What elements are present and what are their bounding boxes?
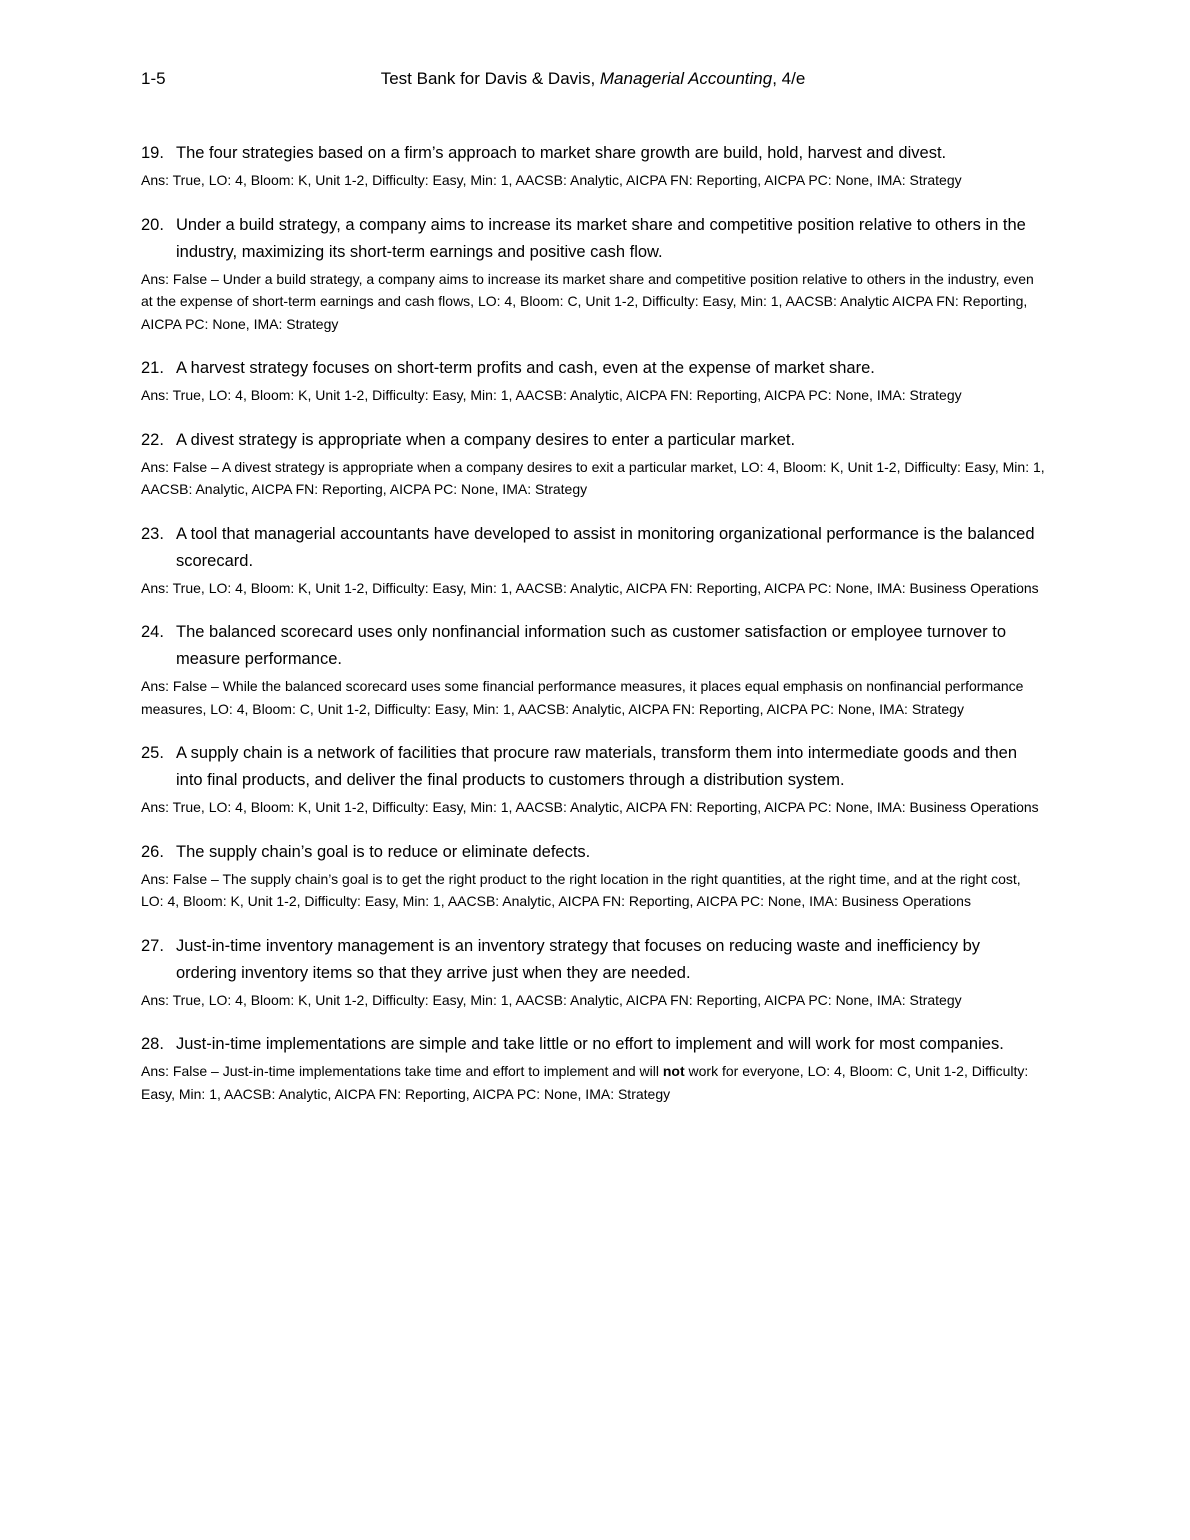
question-number: 20. (141, 215, 164, 234)
question-item (141, 1031, 1045, 1105)
question-text-row (141, 140, 1045, 167)
header-title-segment: , 4/e (772, 69, 806, 88)
question-text: The balanced scorecard uses only nonfinancial information such as customer satisfaction or employee turnover to measure performance. (176, 623, 1007, 668)
question-text: A divest strategy is appropriate when a company desires to enter a particular market. (176, 430, 796, 449)
answer-text (141, 384, 1045, 407)
answer-segment: work for everyone, LO: 4, Bloom: C, Unit 1-2, Difficulty: Easy, Min: 1, AACSB: Analytic, AICPA FN: Reporting, AICPA PC: None, IMA: Strategy (141, 1063, 1029, 1102)
question-text-row (141, 212, 1045, 266)
answer-text (141, 1060, 1045, 1105)
question-text: Under a build strategy, a company aims to increase its market share and competitive position relative to others in the industry, maximizing its short-term earnings and positive cash flow. (176, 215, 1026, 261)
question-number: 26. (141, 842, 164, 861)
answer-text (141, 268, 1045, 336)
question-text-row (141, 521, 1045, 575)
answer-segment-bold: not (662, 1063, 685, 1079)
answer-segment: Ans: True, LO: 4, Bloom: K, Unit 1-2, Difficulty: Easy, Min: 1, AACSB: Analytic, AICPA FN: Reporting, AICPA PC: None, IMA: Business Operations (141, 579, 1039, 596)
header-title-book-name: Managerial Accounting (599, 69, 773, 88)
question-number: 21. (141, 359, 164, 377)
question-number: 28. (141, 1035, 164, 1053)
question-item (141, 933, 1045, 1012)
question-number: 23. (141, 524, 164, 543)
answer-text (141, 675, 1045, 720)
question-number: 25. (141, 744, 164, 762)
question-list (141, 140, 1045, 1105)
question-item (141, 839, 1045, 913)
question-number: 27. (141, 936, 164, 955)
answer-text (141, 169, 1045, 192)
answer-segment: Ans: False – Just-in-time implementations take time and effort to implement and will (141, 1063, 663, 1079)
header-title-segment: Test Bank for Davis & Davis, (380, 69, 600, 88)
question-number: 22. (141, 430, 164, 449)
question-text: A supply chain is a network of facilities that procure raw materials, transform them into intermediate goods and then into final products, and deliver the final products to customers through a distribution system. (176, 744, 1018, 789)
question-text: A harvest strategy focuses on short-term profits and cash, even at the expense of market share. (176, 359, 875, 377)
question-number: 19. (141, 144, 164, 162)
question-item (141, 521, 1045, 600)
question-text-row (141, 1031, 1045, 1058)
question-text-row (141, 933, 1045, 987)
question-item (141, 740, 1045, 819)
question-item (141, 355, 1045, 407)
answer-text (141, 456, 1045, 501)
question-text: Just-in-time implementations are simple and take little or no effort to implement and will work for most companies. (176, 1035, 1004, 1053)
question-text-row (141, 740, 1045, 794)
question-text: A tool that managerial accountants have developed to assist in monitoring organizational performance is the balanced scorecard. (176, 524, 1035, 570)
question-item (141, 140, 1045, 192)
question-number: 24. (141, 623, 164, 641)
answer-segment: Ans: False – Under a build strategy, a company aims to increase its market share and competitive position relative to others in the industry, even at the expense of short-term earnings and cash flows, LO: 4, Bloom: C, Unit 1-2, Difficulty: Easy, Min: 1, AACSB: Analytic AICPA FN: Reporting, AICPA PC: None, IMA: Strategy (141, 270, 1034, 332)
question-text-row (141, 839, 1045, 866)
question-text-row (141, 355, 1045, 382)
answer-segment: Ans: False – The supply chain’s goal is to get the right product to the right location in the right quantities, at the right time, and at the right cost, LO: 4, Bloom: K, Unit 1-2, Difficulty: Easy, Min: 1, AACSB: Analytic, AICPA FN: Reporting, AICPA PC: None, IMA: Business Operations (141, 870, 1021, 909)
answer-text (141, 868, 1045, 913)
answer-text (141, 989, 1045, 1012)
answer-segment: Ans: True, LO: 4, Bloom: K, Unit 1-2, Difficulty: Easy, Min: 1, AACSB: Analytic, AICPA FN: Reporting, AICPA PC: None, IMA: Strategy (141, 172, 962, 188)
page-header (141, 68, 1045, 90)
question-text-row (141, 619, 1045, 673)
answer-segment: Ans: True, LO: 4, Bloom: K, Unit 1-2, Difficulty: Easy, Min: 1, AACSB: Analytic, AICPA FN: Reporting, AICPA PC: None, IMA: Business Operations (141, 799, 1039, 815)
page-number: 1-5 (141, 69, 166, 88)
header-title (381, 68, 806, 90)
answer-text (141, 577, 1045, 600)
answer-text (141, 796, 1045, 819)
question-text-row (141, 427, 1045, 454)
question-text: The supply chain’s goal is to reduce or eliminate defects. (176, 842, 591, 861)
question-item (141, 212, 1045, 336)
answer-segment: Ans: True, LO: 4, Bloom: K, Unit 1-2, Difficulty: Easy, Min: 1, AACSB: Analytic, AICPA FN: Reporting, AICPA PC: None, IMA: Strategy (141, 991, 962, 1008)
answer-segment: Ans: False – While the balanced scorecard uses some financial performance measures, it places equal emphasis on nonfinancial performance measures, LO: 4, Bloom: C, Unit 1-2, Difficulty: Easy, Min: 1, AACSB: Analytic, AICPA FN: Reporting, AICPA PC: None, IMA: Strategy (141, 678, 1024, 717)
question-item (141, 619, 1045, 720)
question-item (141, 427, 1045, 501)
answer-segment: Ans: True, LO: 4, Bloom: K, Unit 1-2, Difficulty: Easy, Min: 1, AACSB: Analytic, AICPA FN: Reporting, AICPA PC: None, IMA: Strategy (141, 387, 962, 403)
question-text: Just-in-time inventory management is an inventory strategy that focuses on reducing waste and inefficiency by ordering inventory items so that they arrive just when they are needed. (176, 936, 981, 982)
answer-segment: Ans: False – A divest strategy is appropriate when a company desires to exit a particular market, LO: 4, Bloom: K, Unit 1-2, Difficulty: Easy, Min: 1, AACSB: Analytic, AICPA FN: Reporting, AICPA PC: None, IMA: Strategy (141, 458, 1045, 497)
question-text: The four strategies based on a firm’s approach to market share growth are build, hold, harvest and divest. (176, 144, 947, 162)
